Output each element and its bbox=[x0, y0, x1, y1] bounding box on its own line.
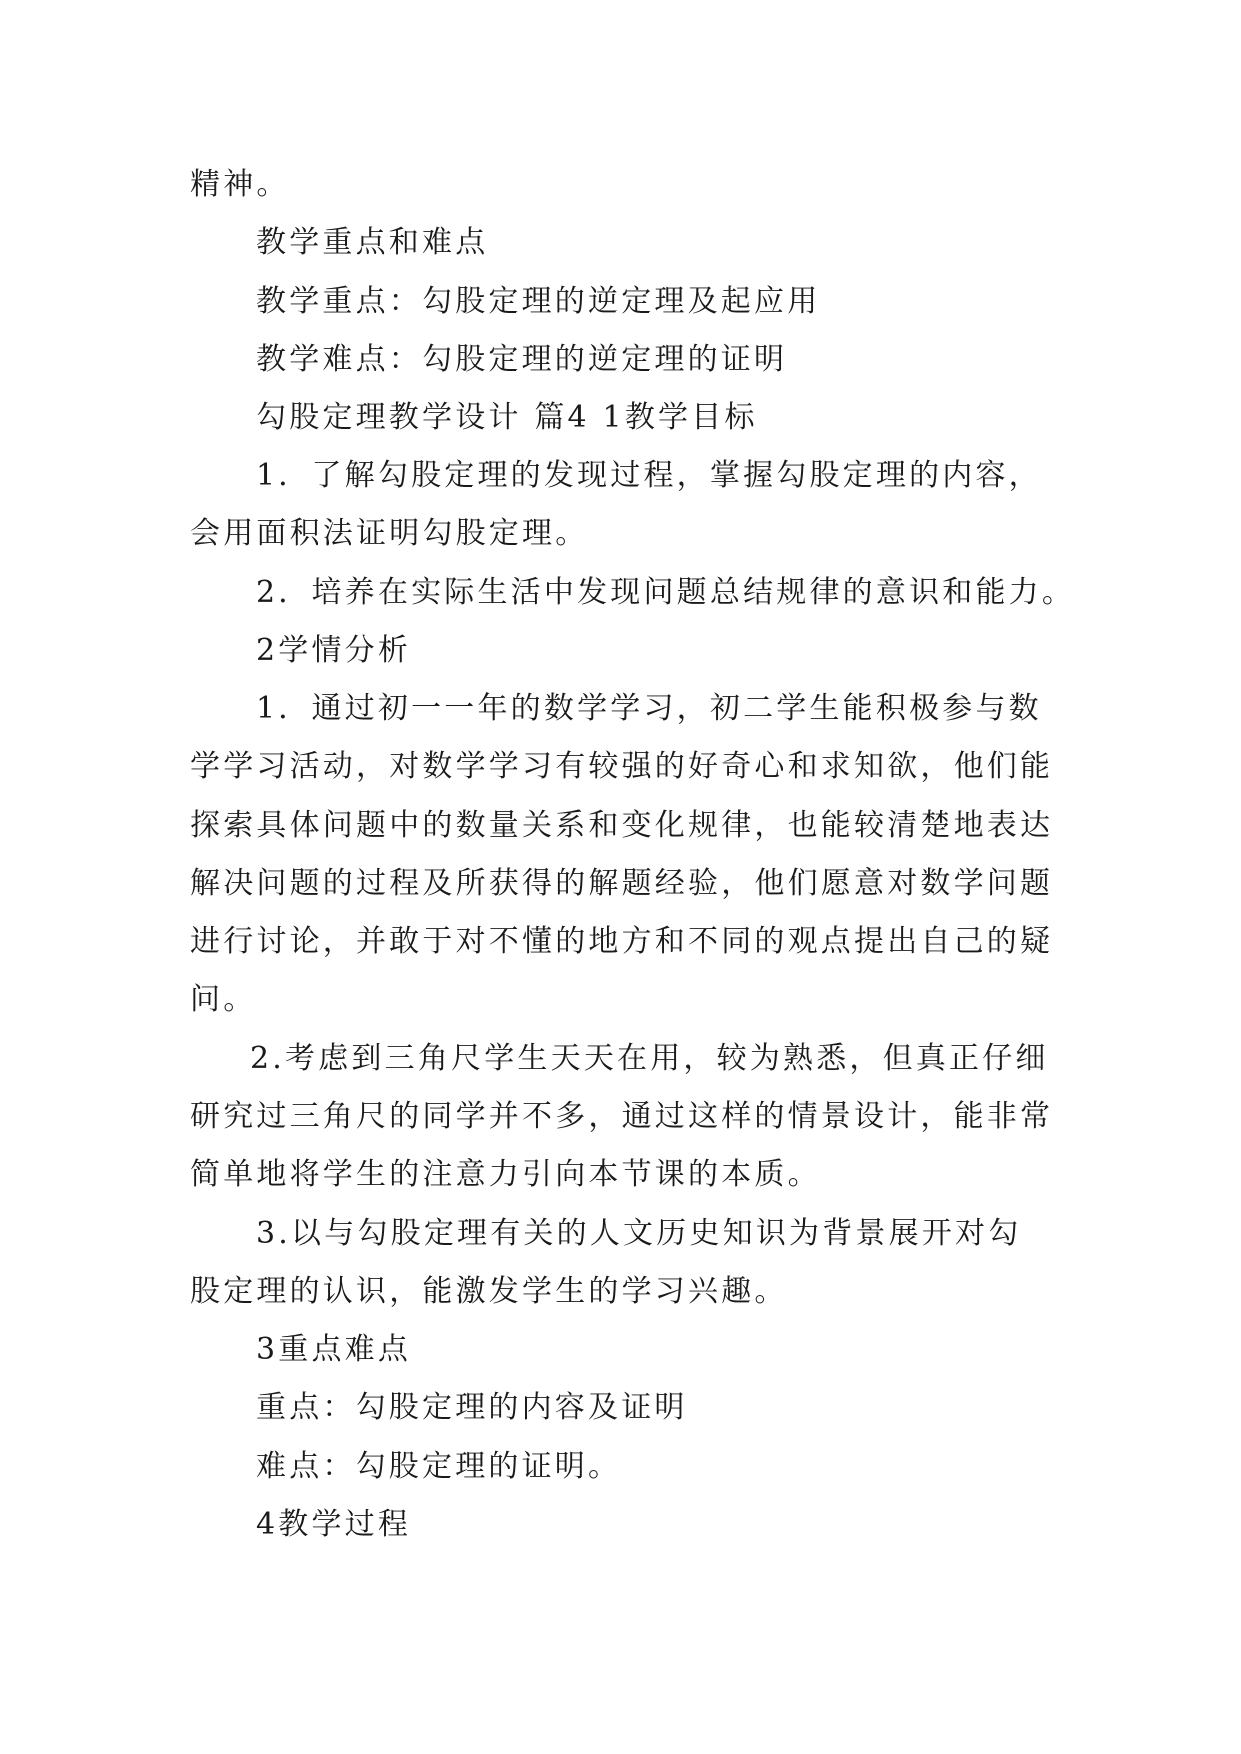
text-line: 重点：勾股定理的内容及证明 bbox=[256, 1390, 688, 1425]
text-line: 简单地将学生的注意力引向本节课的本质。 bbox=[190, 1157, 821, 1192]
heading-line: 教学重点和难点 bbox=[256, 225, 489, 260]
text-line: 解决问题的过程及所获得的解题经验，他们愿意对数学问题 bbox=[190, 866, 1054, 901]
text-line: 教学重点：勾股定理的逆定理及起应用 bbox=[256, 284, 821, 319]
heading-line: 2学情分析 bbox=[256, 633, 412, 668]
text-line: 1．了解勾股定理的发现过程，掌握勾股定理的内容， bbox=[256, 458, 1042, 493]
text-line: 学学习活动，对数学学习有较强的好奇心和求知欲，他们能 bbox=[190, 749, 1054, 784]
text-line: 教学难点：勾股定理的逆定理的证明 bbox=[256, 342, 788, 377]
heading-line: 4教学过程 bbox=[256, 1507, 412, 1542]
text-line: 1．通过初一一年的数学学习，初二学生能积极参与数 bbox=[256, 691, 1042, 726]
text-line: 2．培养在实际生活中发现问题总结规律的意识和能力。 bbox=[256, 575, 1076, 610]
text-line: 进行讨论，并敢于对不懂的地方和不同的观点提出自己的疑 bbox=[190, 924, 1054, 959]
text-line: 精神。 bbox=[190, 167, 290, 202]
text-line: 会用面积法证明勾股定理。 bbox=[190, 516, 589, 551]
text-line: 2.考虑到三角尺学生天天在用，较为熟悉，但真正仔细 bbox=[250, 1041, 1049, 1076]
heading-line: 勾股定理教学设计 篇4 1教学目标 bbox=[256, 400, 758, 435]
heading-line: 3重点难点 bbox=[256, 1332, 412, 1367]
text-line: 问。 bbox=[190, 982, 257, 1017]
text-line: 探索具体问题中的数量关系和变化规律，也能较清楚地表达 bbox=[190, 808, 1054, 843]
text-line: 难点：勾股定理的证明。 bbox=[256, 1449, 622, 1484]
text-line: 研究过三角尺的同学并不多，通过这样的情景设计，能非常 bbox=[190, 1099, 1054, 1134]
text-line: 3.以与勾股定理有关的人文历史知识为背景展开对勾 bbox=[256, 1216, 1022, 1251]
text-line: 股定理的认识，能激发学生的学习兴趣。 bbox=[190, 1274, 788, 1309]
